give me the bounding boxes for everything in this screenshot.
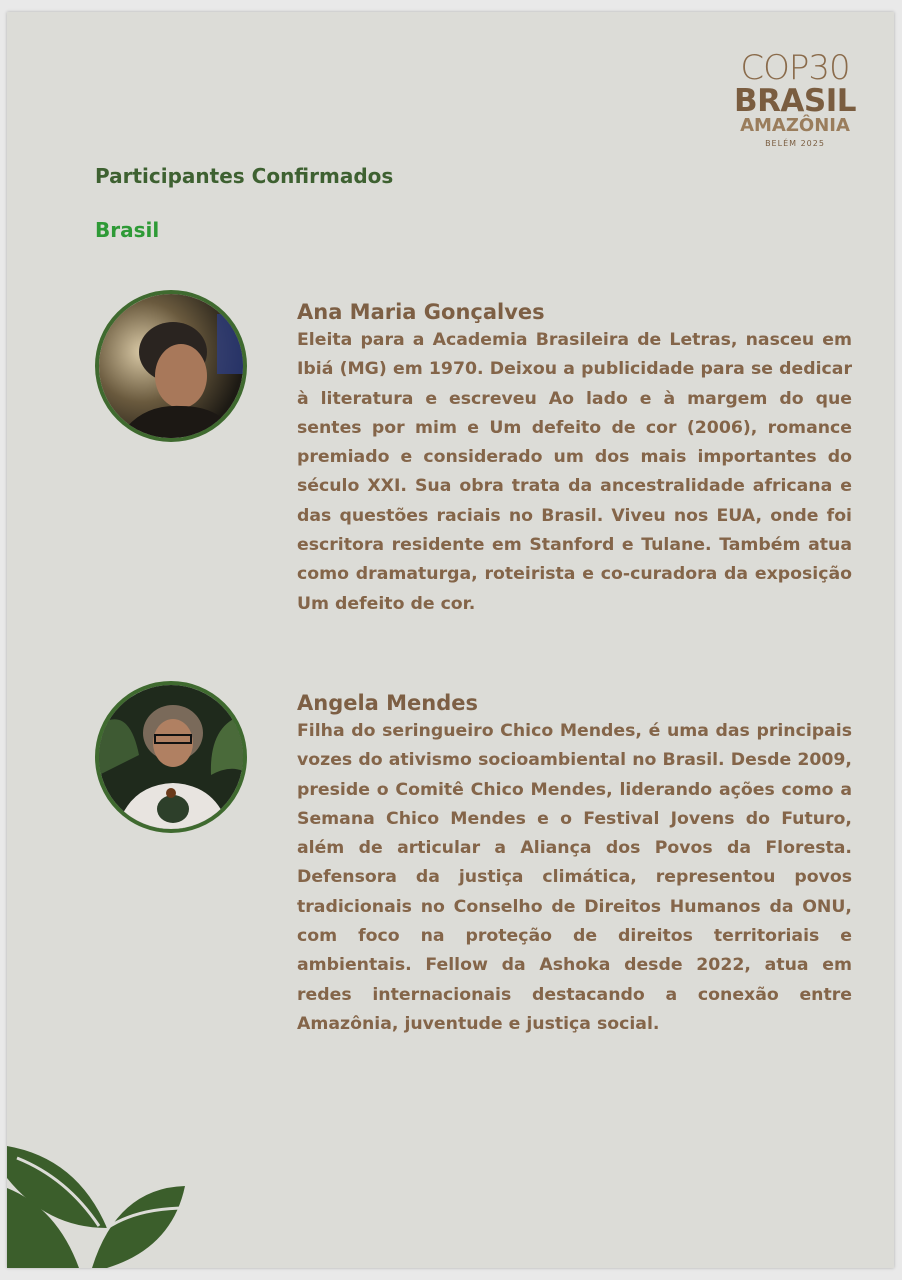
logo-line-cop30: COP30 xyxy=(740,48,850,88)
participant-description: Filha do seringueiro Chico Mendes, é uma das principais vozes do ativismo socioambiental no Brasil. Desde 2009, preside o Comitê Chico Mendes, liderando ações como a Semana Chico Mendes e o Festival Jovens do Futuro, além de articular a Aliança dos Povos da Floresta. Defensora da justiça climática, representou povos tradicionais no Conselho de Direitos Humanos da ONU, com foco na proteção de direitos territoriais e ambientais. Fellow da Ashoka desde 2022, atua em redes internacionais destacando a conexão entre Amazônia, juventude e justiça social. xyxy=(297,721,852,1034)
portrait-placeholder xyxy=(99,685,243,829)
logo-line-brasil: BRASIL xyxy=(733,83,857,119)
participant-bio-ana-maria xyxy=(297,298,852,619)
country-heading: Brasil xyxy=(95,218,160,242)
page-title: Participantes Confirmados xyxy=(95,164,394,188)
participant-photo-ana-maria xyxy=(95,290,247,442)
participant-bio-angela-mendes xyxy=(297,689,852,1039)
participant-description: Eleita para a Academia Brasileira de Letras, nasceu em Ibiá (MG) em 1970. Deixou a publicidade para se dedicar à literatura e escreveu Ao lado e à margem do que sentes por mim e Um defeito de cor (2006), romance premiado e considerado um dos mais importantes do século XXI. Sua obra trata da ancestralidade africana e das questões raciais no Brasil. Viveu nos EUA, onde foi escritora residente em Stanford e Tulane. Também atua como dramaturga, roteirista e co-curadora da exposição Um defeito de cor. xyxy=(297,330,852,614)
participant-name: Ana Maria Gonçalves xyxy=(297,300,545,324)
cop30-logo xyxy=(725,50,865,150)
participant-name: Angela Mendes xyxy=(297,691,479,715)
participant-photo-angela-mendes xyxy=(95,681,247,833)
logo-line-belem: BELÉM 2025 xyxy=(765,139,825,148)
portrait-placeholder xyxy=(99,294,243,438)
logo-line-amazonia: AMAZÔNIA xyxy=(740,115,850,136)
leaf-decoration-icon xyxy=(7,1138,197,1268)
document-page xyxy=(7,12,894,1268)
